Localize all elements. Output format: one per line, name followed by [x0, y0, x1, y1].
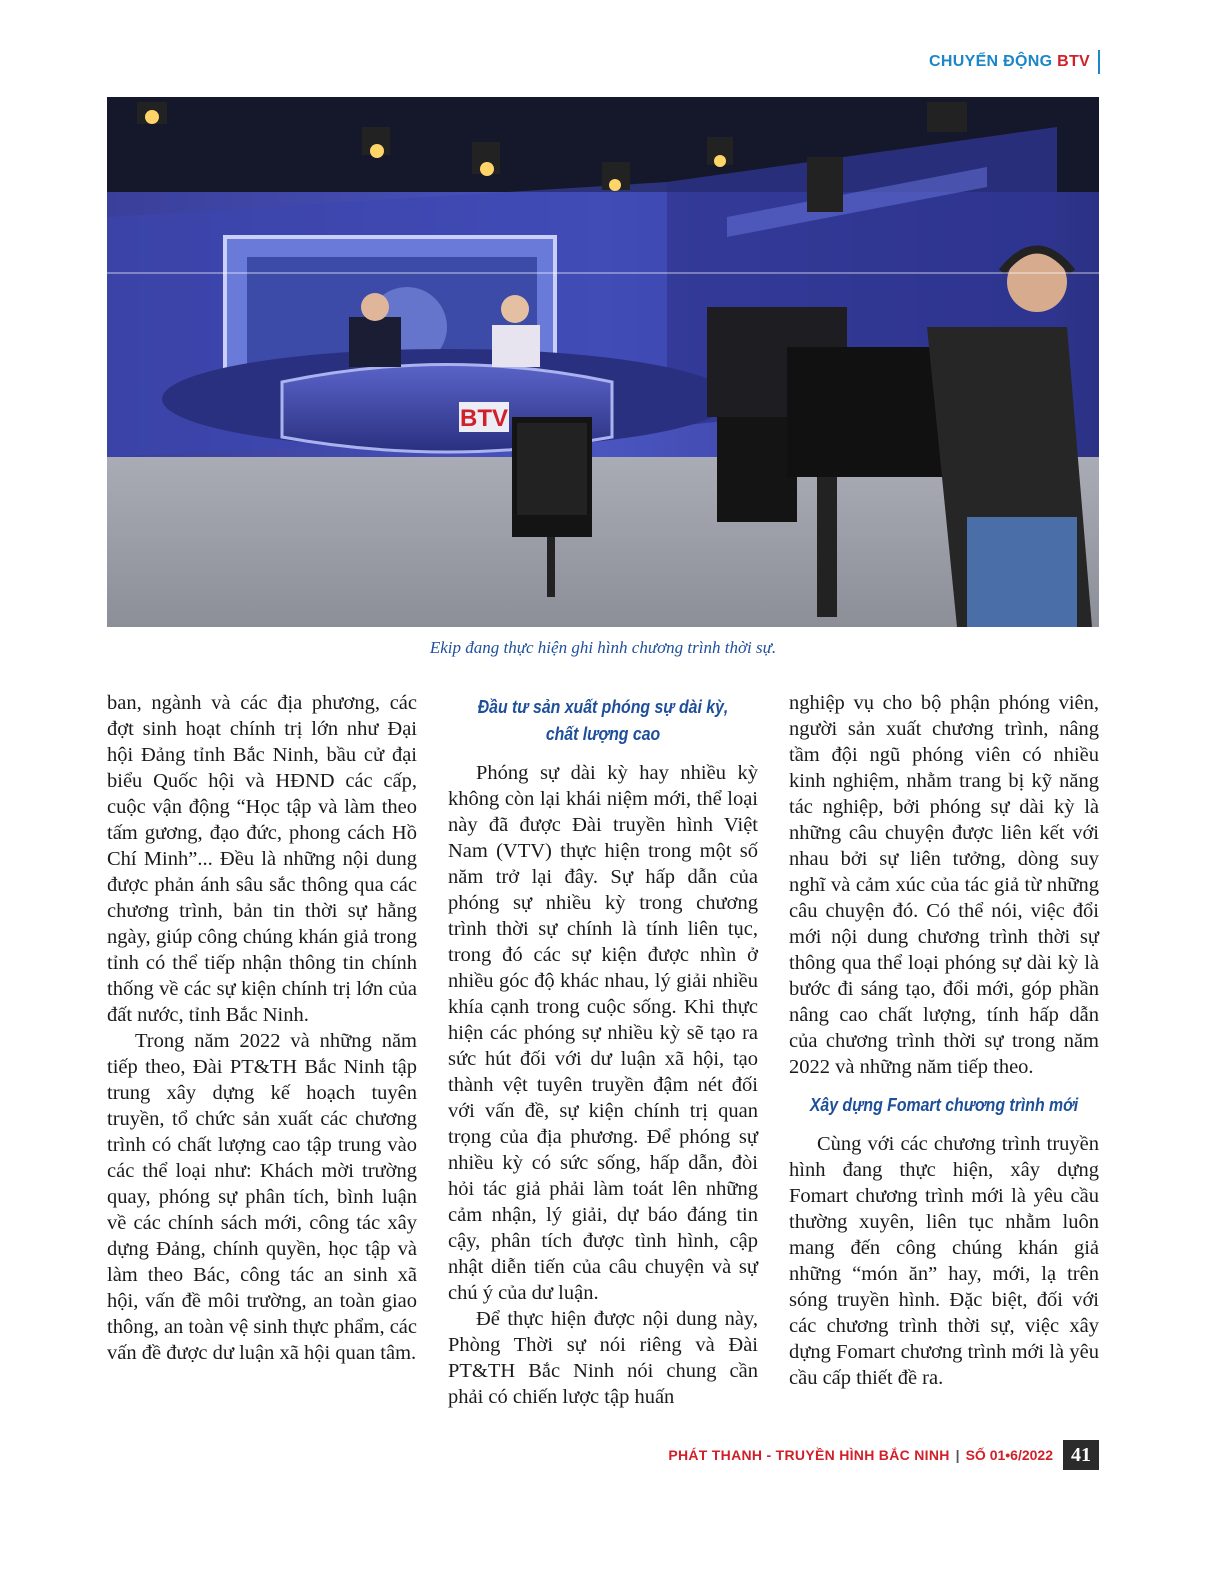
section-heading-format: Xây dựng Fomart chương trình mới — [809, 1095, 1079, 1115]
col2-paragraph-1: Phóng sự dài kỳ hay nhiều kỳ không còn lại khái niệm mới, thể loại này đã được Đài truyền hình Việt Nam (VTV) thực hiện trong một số năm trở lại đây. Sự hấp dẫn của phóng sự nhiều kỳ trong chương trình thời sự chính là tính liên tục, trong đó các sự kiện được nhìn ở nhiều góc độ khác nhau, lý giải nhiều khía cạnh trong cuộc sống. Khi thực hiện các phóng sự nhiều kỳ sẽ tạo ra sức hút đối với dư luận xã hội, tạo thành vệt tuyên truyền đậm nét đối với vấn đề, sự kiện chính trị quan trọng của địa phương. Để phóng sự nhiều kỳ có sức sống, hấp dẫn, đòi hỏi tác giả phải làm toát lên những cảm nhận, lý giải, dự báo đáng tin cậy, phân tích được tình hình, cập nhật diễn tiến của câu chuyện và sự chú ý của dư luận. — [448, 762, 758, 1304]
col3-paragraph-1: nghiệp vụ cho bộ phận phóng viên, người sản xuất chương trình, nâng tầm đội ngũ phóng viên có nhiều kinh nghiệm, nhằm trang bị kỹ năng tác nghiệp, bởi phóng sự dài kỳ là những câu chuyện được liên kết với nhau bởi sự liên tưởng, dòng suy nghĩ và cảm xúc của tác giả từ những câu chuyện đó. Có thể nói, việc đổi mới nội dung chương trình thời sự thông qua thể loại phóng sự dài kỳ là bước đi sáng tạo, đổi mới, góp phần nâng cao chất lượng, tính hấp dẫn của chương trình thời sự trong năm 2022 và những năm tiếp theo. — [789, 692, 1099, 1078]
heading-line-1: Đầu tư sản xuất phóng sự dài kỳ, — [477, 697, 729, 717]
col3-paragraph-2: Cùng với các chương trình truyền hình đang thực hiện, xây dựng Fomart chương trình mới là yêu cầu thường xuyên, liên tục nhằm luôn mang đến công chúng khán giả những “món ăn” hay, mới, lạ trên sóng truyền hình. Đặc biệt, đối với các chương trình thời sự, việc xây dựng Fomart chương trình mới là yêu cầu cấp thiết đề ra. — [789, 1133, 1099, 1389]
column-2 — [448, 690, 758, 1410]
studio-illustration — [107, 97, 1099, 627]
col1-paragraph-1: ban, ngành và các địa phương, các đợt sinh hoạt chính trị lớn như Đại hội Đảng tỉnh Bắc Ninh, bầu cử đại biểu Quốc hội và HĐND các cấp, cuộc vận động “Học tập và làm theo tấm gương, đạo đức, phong cách Hồ Chí Minh”... Đều là những nội dung được phản ánh sâu sắc thông qua các chương trình, bản tin thời sự hằng ngày, giúp công chúng khán giả trong tỉnh có thể tiếp nhận thông tin chính thống về các sự kiện chính trị lớn của đất nước, tỉnh Bắc Ninh. — [107, 692, 417, 1026]
col1-paragraph-2: Trong năm 2022 và những năm tiếp theo, Đài PT&TH Bắc Ninh tập trung xây dựng kế hoạch tuyên truyền, tổ chức sản xuất các chương trình có chất lượng cao tập trung vào các thể loại như: Khách mời trường quay, phóng sự phân tích, bình luận về các chính sách mới, công tác xây dựng Đảng, chính quyền, học tập và làm theo Bác, công tác an sinh xã hội, vấn đề môi trường, an toàn giao thông, an toàn vệ sinh thực phẩm, các vấn đề được dư luận xã hội quan tâm. — [107, 1030, 417, 1364]
section-header-main: CHUYỂN ĐỘNG — [929, 53, 1058, 70]
page-number: 41 — [1063, 1440, 1099, 1470]
heading-line-2: chất lượng cao — [545, 724, 661, 744]
desk-logo: BTV — [460, 405, 508, 432]
section-header-accent: BTV — [1057, 53, 1090, 70]
footer-publication: PHÁT THANH - TRUYỀN HÌNH BẮC NINH — [668, 1447, 950, 1463]
studio-photo — [107, 97, 1099, 627]
column-1 — [107, 690, 417, 1366]
photo-caption: Ekip đang thực hiện ghi hình chương trình thời sự. — [429, 638, 777, 657]
section-heading-longform — [467, 694, 740, 748]
column-3 — [789, 690, 1099, 1391]
footer-issue: SỐ 01•6/2022 — [965, 1447, 1053, 1463]
col2-paragraph-2: Để thực hiện được nội dung này, Phòng Thời sự nói riêng và Đài PT&TH Bắc Ninh nói chung cần phải có chiến lược tập huấn — [448, 1308, 758, 1408]
page-footer — [668, 1440, 1099, 1470]
section-header — [929, 50, 1100, 74]
footer-separator: | — [955, 1447, 960, 1463]
